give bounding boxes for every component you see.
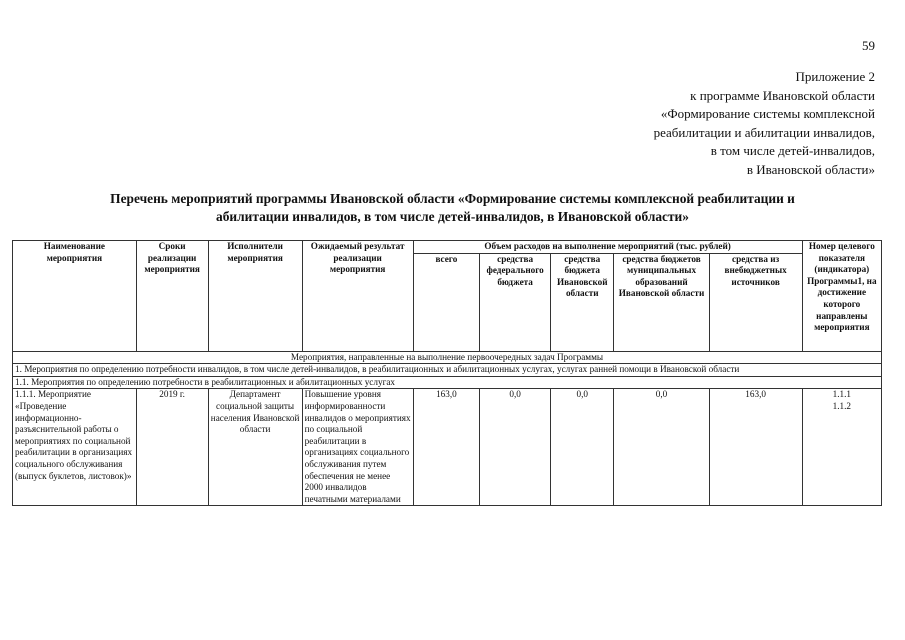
- row-result: Повышение уровня информированности инвалидов о мероприятиях по социальной реабилитации в организациях социального обслуживания путем обеспечения не менее 2000 инвалидов печатными материалами: [302, 389, 413, 506]
- appendix-line: в Ивановской области»: [746, 161, 875, 177]
- appendix-line: к программе Ивановской области: [690, 87, 875, 103]
- document-title-line: абилитации инвалидов, в том числе детей-инвалидов, в Ивановской области»: [216, 209, 689, 224]
- subsection-row: [13, 376, 882, 389]
- appendix-line: Приложение 2: [795, 69, 875, 84]
- priority-row-label: Мероприятия, направленные на выполнение первоочередных задач Программы: [13, 351, 882, 364]
- table-row: [13, 389, 882, 506]
- header-extra: средства из внебюджетных источников: [709, 253, 802, 351]
- header-municipal: средства бюджетов муниципальных образований Ивановской области: [614, 253, 709, 351]
- row-federal: 0,0: [480, 389, 551, 506]
- priority-row: [13, 351, 882, 364]
- header-total: всего: [413, 253, 480, 351]
- row-indicators: [802, 389, 881, 506]
- appendix-line: в том числе детей-инвалидов,: [710, 143, 875, 159]
- page-number: 59: [862, 38, 875, 53]
- header-row: [13, 241, 882, 254]
- header-terms: Сроки реализации мероприятия: [136, 241, 208, 352]
- header-indicator: Номер целевого показателя (индикатора) Программы1, на достижение которого направлены мероприятия: [802, 241, 881, 352]
- indicator-number: 1.1.2: [832, 400, 851, 411]
- row-term: 2019 г.: [136, 389, 208, 506]
- row-regional: 0,0: [551, 389, 614, 506]
- header-name: Наименование мероприятия: [13, 241, 137, 352]
- row-total: 163,0: [413, 389, 480, 506]
- header-executors: Исполнители мероприятия: [208, 241, 302, 352]
- row-name: 1.1.1. Мероприятие «Проведение информационно-разъяснительной работы о мероприятиях по социальной реабилитации в организациях социального обслуживания (выпуск буклетов, листовок)»: [13, 389, 137, 506]
- appendix-line: «Формирование системы комплексной: [660, 106, 875, 122]
- document-title: [40, 190, 865, 226]
- appendix-header: [654, 68, 875, 180]
- activities-table: [12, 240, 882, 506]
- header-expenses-group: Объем расходов на выполнение мероприятий (тыс. рублей): [413, 241, 802, 254]
- row-municipal: 0,0: [614, 389, 709, 506]
- header-federal: средства федерального бюджета: [480, 253, 551, 351]
- indicator-number: 1.1.1: [832, 389, 851, 400]
- appendix-line: реабилитации и абилитации инвалидов,: [653, 124, 875, 140]
- document-title-line: Перечень мероприятий программы Ивановской области «Формирование системы комплексной реабилитации и: [110, 191, 795, 206]
- row-extra: 163,0: [709, 389, 802, 506]
- section-1-label: 1. Мероприятия по определению потребности инвалидов, в том числе детей-инвалидов, в реабилитационных и абилитационных услугах, услугах ранней помощи в Ивановской области: [13, 364, 882, 377]
- header-expected-result: Ожидаемый результат реализации мероприятия: [302, 241, 413, 352]
- header-regional: средства бюджета Ивановской области: [551, 253, 614, 351]
- section-1-1-label: 1.1. Мероприятия по определению потребности в реабилитационных и абилитационных услугах: [13, 376, 882, 389]
- section-row: [13, 364, 882, 377]
- row-executor: Департамент социальной защиты населения Ивановской области: [208, 389, 302, 506]
